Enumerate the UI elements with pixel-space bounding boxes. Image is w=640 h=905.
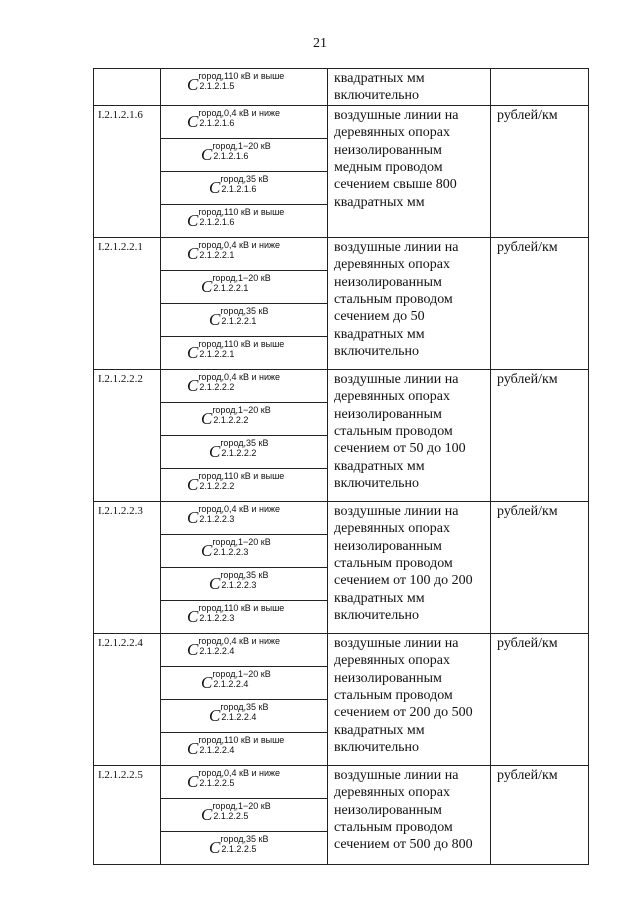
table-row	[94, 633, 589, 666]
description-line: деревянных опорах	[334, 521, 451, 537]
tariff-table-body	[94, 69, 589, 865]
tariff-symbol	[161, 471, 327, 496]
tariff-symbol-cell	[161, 468, 328, 501]
unit-cell: рублей/км	[491, 633, 589, 765]
symbol-superscript: город,1−20 кВ	[212, 404, 271, 415]
symbol-subscript: 2.1.2.2.3	[213, 546, 249, 557]
symbol-subscript: 2.1.2.2.2	[199, 381, 235, 392]
symbol-letter: C	[201, 540, 213, 560]
symbol-subscript: 2.1.2.1.6	[213, 150, 249, 161]
description-line: стальным проводом	[334, 556, 453, 572]
tariff-symbol-cell	[161, 69, 328, 106]
symbol-superscript: город,0,4 кВ и ниже	[198, 239, 281, 250]
symbol-indices	[198, 339, 284, 359]
tariff-symbol-cell	[161, 831, 328, 864]
symbol-indices	[220, 174, 268, 194]
description-line: квадратных мм	[334, 326, 425, 342]
symbol-superscript: город,110 кВ и выше	[198, 338, 285, 349]
symbol-indices	[212, 801, 270, 821]
description-line: воздушные линии на	[334, 635, 459, 651]
symbol-indices	[212, 669, 270, 689]
row-code: I.2.1.2.2.5	[94, 765, 161, 864]
description-line: включительно	[334, 88, 420, 104]
symbol-superscript: город,1−20 кВ	[212, 668, 271, 679]
symbol-indices	[212, 405, 270, 425]
symbol-subscript: 2.1.2.2.2	[199, 480, 235, 491]
tariff-symbol	[161, 504, 327, 529]
symbol-indices	[220, 306, 268, 326]
description-line: сечением от 500 до 800	[334, 837, 473, 853]
row-code: I.2.1.2.2.1	[94, 237, 161, 369]
symbol-indices	[220, 438, 268, 458]
code-cell-empty	[94, 69, 161, 106]
symbol-indices	[198, 71, 284, 91]
symbol-superscript: город,35 кВ	[220, 305, 269, 316]
symbol-subscript: 2.1.2.2.3	[221, 579, 257, 590]
symbol-subscript: 2.1.2.2.1	[199, 249, 235, 260]
symbol-subscript: 2.1.2.2.2	[221, 447, 257, 458]
row-code: I.2.1.2.1.6	[94, 105, 161, 237]
symbol-subscript: 2.1.2.2.3	[199, 612, 235, 623]
symbol-superscript: город,110 кВ и выше	[198, 71, 285, 81]
symbol-superscript: город,35 кВ	[220, 437, 269, 448]
tariff-symbol-cell	[161, 567, 328, 600]
symbol-letter: C	[201, 408, 213, 428]
symbol-indices	[212, 273, 270, 293]
description-line: квадратных мм	[334, 71, 425, 86]
symbol-subscript: 2.1.2.2.2	[213, 414, 249, 425]
unit-cell: рублей/км	[491, 105, 589, 237]
tariff-symbol-cell	[161, 600, 328, 633]
symbol-letter: C	[187, 507, 199, 527]
tariff-symbol-cell	[161, 534, 328, 567]
tariff-symbol	[161, 174, 327, 199]
description-cell	[328, 69, 491, 106]
description-line: деревянных опорах	[334, 653, 451, 669]
table-row	[94, 69, 589, 106]
symbol-subscript: 2.1.2.2.4	[221, 711, 257, 722]
symbol-letter: C	[187, 111, 199, 131]
symbol-subscript: 2.1.2.2.4	[199, 744, 235, 755]
description-line: сечением от 100 до 200	[334, 573, 473, 589]
description-line: воздушные линии на	[334, 371, 459, 387]
tariff-symbol	[161, 306, 327, 331]
description-line: сечением до 50	[334, 309, 425, 325]
symbol-subscript: 2.1.2.2.1	[199, 348, 235, 359]
tariff-symbol	[161, 405, 327, 430]
description-line: деревянных опорах	[334, 785, 451, 801]
symbol-indices	[220, 702, 268, 722]
symbol-letter: C	[187, 474, 199, 494]
symbol-letter: C	[187, 639, 199, 659]
symbol-subscript: 2.1.2.2.4	[213, 678, 249, 689]
symbol-letter: C	[209, 309, 221, 329]
symbol-letter: C	[187, 738, 199, 758]
symbol-letter: C	[209, 573, 221, 593]
symbol-indices	[198, 504, 280, 524]
description-line: воздушные линии на	[334, 239, 459, 255]
description-line: неизолированным	[334, 142, 442, 158]
unit-cell-empty	[491, 69, 589, 106]
description-line: деревянных опорах	[334, 257, 451, 273]
tariff-symbol	[161, 636, 327, 661]
symbol-subscript: 2.1.2.1.6	[199, 216, 235, 227]
symbol-indices	[198, 207, 284, 227]
symbol-letter: C	[187, 243, 199, 263]
symbol-superscript: город,35 кВ	[220, 173, 269, 184]
tariff-symbol	[161, 372, 327, 397]
description-line: неизолированным	[334, 802, 442, 818]
symbol-letter: C	[187, 606, 199, 626]
symbol-superscript: город,1−20 кВ	[212, 536, 271, 547]
tariff-symbol-cell	[161, 402, 328, 435]
row-code: I.2.1.2.2.2	[94, 369, 161, 501]
symbol-indices	[198, 108, 280, 128]
tariff-symbol-cell	[161, 303, 328, 336]
tariff-symbol	[161, 71, 327, 96]
symbol-superscript: город,35 кВ	[220, 701, 269, 712]
tariff-symbol	[161, 570, 327, 595]
description-line: квадратных мм	[334, 194, 425, 210]
symbol-letter: C	[209, 705, 221, 725]
description-line: воздушные линии на	[334, 107, 459, 123]
symbol-subscript: 2.1.2.2.1	[213, 282, 249, 293]
description-cell	[328, 633, 491, 765]
symbol-indices	[198, 603, 284, 623]
tariff-symbol	[161, 669, 327, 694]
description-line: сечением свыше 800	[334, 177, 457, 193]
symbol-subscript: 2.1.2.2.4	[199, 645, 235, 656]
tariff-symbol-cell	[161, 798, 328, 831]
row-code: I.2.1.2.2.4	[94, 633, 161, 765]
tariff-symbol	[161, 603, 327, 628]
symbol-letter: C	[201, 144, 213, 164]
description-line: стальным проводом	[334, 292, 453, 308]
tariff-symbol-cell	[161, 435, 328, 468]
tariff-symbol-cell	[161, 237, 328, 270]
symbol-letter: C	[209, 177, 221, 197]
tariff-symbol-cell	[161, 633, 328, 666]
symbol-superscript: город,35 кВ	[220, 833, 269, 844]
symbol-subscript: 2.1.2.2.5	[213, 810, 249, 821]
tariff-symbol	[161, 537, 327, 562]
tariff-symbol	[161, 438, 327, 463]
description-line: квадратных мм	[334, 458, 425, 474]
symbol-superscript: город,1−20 кВ	[212, 272, 271, 283]
symbol-indices	[198, 240, 280, 260]
table-row	[94, 765, 589, 798]
unit-cell: рублей/км	[491, 501, 589, 633]
tariff-symbol	[161, 339, 327, 364]
description-line: стальным проводом	[334, 820, 453, 836]
description-line: включительно	[334, 608, 420, 624]
tariff-symbol-cell	[161, 699, 328, 732]
tariff-symbol-cell	[161, 204, 328, 237]
table-row	[94, 105, 589, 138]
symbol-superscript: город,35 кВ	[220, 569, 269, 580]
symbol-superscript: город,1−20 кВ	[212, 140, 271, 151]
tariff-symbol-cell	[161, 105, 328, 138]
table-row	[94, 237, 589, 270]
description-line: деревянных опорах	[334, 125, 451, 141]
tariff-symbol	[161, 273, 327, 298]
symbol-indices	[220, 570, 268, 590]
tariff-symbol	[161, 801, 327, 826]
table-row	[94, 501, 589, 534]
tariff-symbol	[161, 207, 327, 232]
symbol-superscript: город,110 кВ и выше	[198, 206, 285, 217]
description-line: воздушные линии на	[334, 767, 459, 783]
description-line: неизолированным	[334, 538, 442, 554]
symbol-indices	[198, 372, 280, 392]
tariff-symbol	[161, 768, 327, 793]
description-cell	[328, 369, 491, 501]
row-code: I.2.1.2.2.3	[94, 501, 161, 633]
symbol-superscript: город,110 кВ и выше	[198, 602, 285, 613]
description-cell	[328, 105, 491, 237]
tariff-symbol-cell	[161, 765, 328, 798]
symbol-letter: C	[209, 837, 221, 857]
symbol-superscript: город,0,4 кВ и ниже	[198, 503, 281, 514]
unit-cell: рублей/км	[491, 369, 589, 501]
symbol-subscript: 2.1.2.2.5	[199, 777, 235, 788]
symbol-superscript: город,110 кВ и выше	[198, 734, 285, 745]
tariff-table	[93, 68, 589, 865]
symbol-letter: C	[209, 441, 221, 461]
tariff-symbol-cell	[161, 666, 328, 699]
symbol-subscript: 2.1.2.1.6	[221, 183, 257, 194]
symbol-letter: C	[187, 342, 199, 362]
description-line: неизолированным	[334, 406, 442, 422]
symbol-superscript: город,0,4 кВ и ниже	[198, 635, 281, 646]
tariff-symbol-cell	[161, 270, 328, 303]
tariff-symbol	[161, 735, 327, 760]
description-cell	[328, 765, 491, 864]
tariff-symbol	[161, 240, 327, 265]
tariff-symbol	[161, 702, 327, 727]
tariff-symbol-cell	[161, 171, 328, 204]
symbol-subscript: 2.1.2.2.3	[199, 513, 235, 524]
description-line: стальным проводом	[334, 688, 453, 704]
symbol-subscript: 2.1.2.1.5	[199, 81, 235, 91]
symbol-superscript: город,0,4 кВ и ниже	[198, 767, 281, 778]
tariff-symbol-cell	[161, 501, 328, 534]
symbol-superscript: город,0,4 кВ и ниже	[198, 107, 281, 118]
page-number: 21	[313, 36, 327, 51]
symbol-indices	[198, 768, 280, 788]
description-line: сечением от 50 до 100	[334, 441, 466, 457]
symbol-subscript: 2.1.2.2.1	[221, 315, 257, 326]
table-row	[94, 369, 589, 402]
symbol-indices	[198, 636, 280, 656]
description-line: деревянных опорах	[334, 389, 451, 405]
description-line: включительно	[334, 476, 420, 492]
symbol-indices	[212, 141, 270, 161]
tariff-symbol-cell	[161, 336, 328, 369]
tariff-symbol-cell	[161, 732, 328, 765]
symbol-superscript: город,1−20 кВ	[212, 800, 271, 811]
symbol-letter: C	[187, 210, 199, 230]
tariff-symbol	[161, 108, 327, 133]
description-line: медным проводом	[334, 160, 443, 176]
symbol-letter: C	[187, 375, 199, 395]
description-cell	[328, 237, 491, 369]
symbol-letter: C	[201, 276, 213, 296]
description-cell	[328, 501, 491, 633]
symbol-indices	[198, 735, 284, 755]
symbol-letter: C	[201, 804, 213, 824]
tariff-symbol-cell	[161, 138, 328, 171]
symbol-subscript: 2.1.2.2.5	[221, 843, 257, 854]
tariff-symbol	[161, 834, 327, 859]
symbol-subscript: 2.1.2.1.6	[199, 117, 235, 128]
symbol-indices	[212, 537, 270, 557]
symbol-letter: C	[201, 672, 213, 692]
description-line: квадратных мм	[334, 722, 425, 738]
description-line: сечением от 200 до 500	[334, 705, 473, 721]
unit-cell: рублей/км	[491, 237, 589, 369]
symbol-letter: C	[187, 771, 199, 791]
symbol-superscript: город,0,4 кВ и ниже	[198, 371, 281, 382]
description-line: неизолированным	[334, 274, 442, 290]
symbol-letter: C	[187, 75, 199, 94]
tariff-symbol-cell	[161, 369, 328, 402]
description-line: воздушные линии на	[334, 503, 459, 519]
symbol-superscript: город,110 кВ и выше	[198, 470, 285, 481]
description-line: стальным проводом	[334, 424, 453, 440]
description-line: включительно	[334, 740, 420, 756]
description-line: квадратных мм	[334, 590, 425, 606]
symbol-indices	[220, 834, 268, 854]
description-line: неизолированным	[334, 670, 442, 686]
unit-cell: рублей/км	[491, 765, 589, 864]
description-line: включительно	[334, 344, 420, 360]
symbol-indices	[198, 471, 284, 491]
tariff-symbol	[161, 141, 327, 166]
